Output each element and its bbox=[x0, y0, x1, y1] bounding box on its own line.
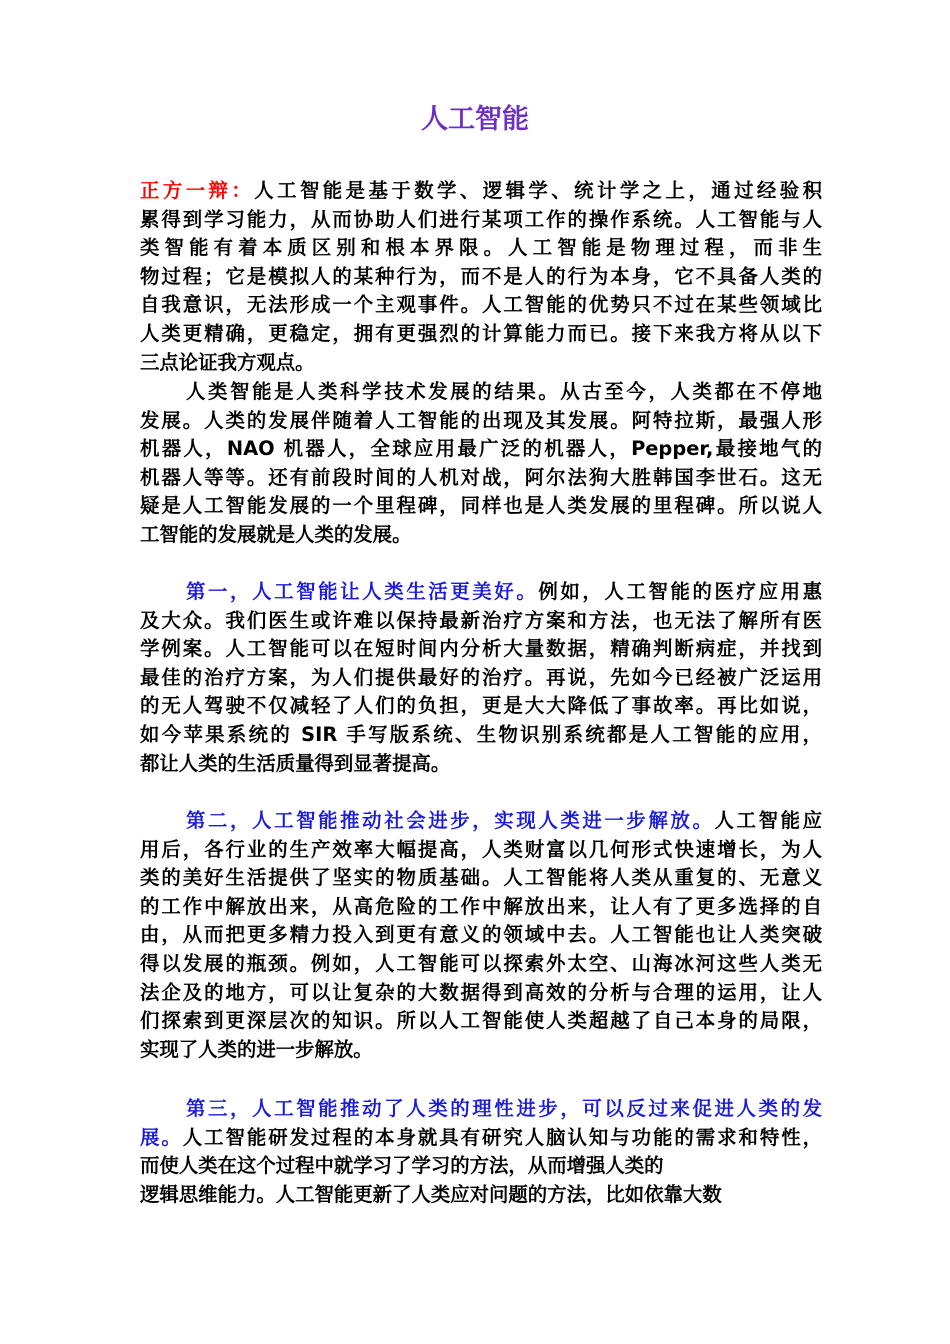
paragraph-point-two bbox=[140, 807, 822, 1064]
text-line: 逻辑思维能力。人工智能更新了人类应对问题的方法，比如依靠大数 bbox=[140, 1182, 722, 1206]
text-line: 疑是人工智能发展的一个里程碑，同样也是人类发展的里程碑。所以说人 bbox=[140, 494, 822, 518]
text-line: 的工作中解放出来，从高危险的工作中解放出来，让人有了更多选择的自 bbox=[140, 894, 822, 918]
text-line: 正方一辩：人工智能是基于数学、逻辑学、统计学之上，通过经验积 bbox=[140, 179, 823, 202]
intro-paragraph bbox=[140, 177, 822, 377]
text-line: 自我意识，无法形成一个主观事件。人工智能的优势只不过在某些领域比 bbox=[140, 293, 822, 317]
text-line: 的无人驾驶不仅减轻了人们的负担，更是大大降低了事故率。再比如说， bbox=[140, 694, 822, 718]
point-heading: 第二，人工智能推动社会进步，实现人类进一步解放。 bbox=[186, 809, 715, 832]
text-line: 机器人，NAO 机器人，全球应用最广泛的机器人，Pepper,最接地气的 bbox=[140, 437, 822, 461]
document-title: 人工智能 bbox=[421, 104, 529, 135]
text-line: 得以发展的瓶颈。例如，人工智能可以探索外太空、山海冰河这些人类无 bbox=[140, 951, 822, 975]
text-line: 机器人等等。还有前段时间的人机对战，阿尔法狗大胜韩国李世石。这无 bbox=[140, 465, 822, 489]
text-line: 由，从而把更多精力投入到更有意义的领域中去。人工智能也让人类突破 bbox=[140, 923, 822, 947]
text-line: 及大众。我们医生或许难以保持最新治疗方案和方法，也无法了解所有医 bbox=[140, 608, 822, 632]
text-line: 人类智能是人类科学技术发展的结果。从古至今，人类都在不停地 bbox=[186, 380, 822, 403]
text-line: 展。人工智能研发过程的本身就具有研究人脑认知与功能的需求和特性， bbox=[140, 1125, 822, 1149]
text-line: 都让人类的生活质量得到显著提高。 bbox=[140, 751, 451, 775]
text-line: 第二，人工智能推动社会进步，实现人类进一步解放。人工智能应 bbox=[186, 809, 823, 832]
text-line: 发展。人类的发展伴随着人工智能的出现及其发展。阿特拉斯，最强人形 bbox=[140, 408, 822, 432]
text-line: 用后，各行业的生产效率大幅提高，人类财富以几何形式快速增长，为人 bbox=[140, 837, 822, 861]
point-heading-end: 展。 bbox=[140, 1125, 183, 1149]
paragraph-human-intelligence bbox=[140, 378, 822, 550]
point-heading: 第一，人工智能让人类生活更美好。 bbox=[186, 580, 539, 603]
text-line: 累得到学习能力，从而协助人们进行某项工作的操作系统。人工智能与人 bbox=[140, 207, 822, 231]
text-line: 第一，人工智能让人类生活更美好。例如，人工智能的医疗应用惠 bbox=[186, 580, 823, 603]
text-line: 如今苹果系统的 SIR 手写版系统、生物识别系统都是人工智能的应用， bbox=[140, 722, 822, 746]
text-line: 学例案。人工智能可以在短时间内分析大量数据，精确判断病症，并找到 bbox=[140, 637, 822, 661]
text-line: 类的美好生活提供了坚实的物质基础。人工智能将人类从重复的、无意义 bbox=[140, 866, 822, 890]
text-line: 最佳的治疗方案，为人们提供最好的治疗。再说，先如今已经被广泛运用 bbox=[140, 665, 822, 689]
text-line: 工智能的发展就是人类的发展。 bbox=[140, 522, 412, 546]
point-heading: 第三，人工智能推动了人类的理性进步，可以反过来促进人类的发 bbox=[186, 1097, 822, 1120]
text-line: 类智能有着本质区别和根本界限。人工智能是物理过程，而非生 bbox=[140, 236, 822, 260]
paragraph-point-one bbox=[140, 578, 822, 778]
text-line: 三点论证我方观点。 bbox=[140, 350, 315, 374]
text-line: 人类更精确，更稳定，拥有更强烈的计算能力而已。接下来我方将从以下 bbox=[140, 321, 822, 345]
text-line: 实现了人类的进一步解放。 bbox=[140, 1037, 373, 1061]
text-line: 们探索到更深层次的知识。所以人工智能使人类超越了自己本身的局限， bbox=[140, 1009, 822, 1033]
text-line: 法企及的地方，可以让复杂的大数据得到高效的分析与合理的运用，让人 bbox=[140, 980, 822, 1004]
text-line: 物过程；它是模拟人的某种行为，而不是人的行为本身，它不具备人类的 bbox=[140, 264, 822, 288]
text-line: 而使人类在这个过程中就学习了学习的方法，从而增强人类的 bbox=[140, 1154, 664, 1178]
paragraph-point-three bbox=[140, 1095, 822, 1209]
speaker-label: 正方一辩： bbox=[140, 179, 255, 202]
